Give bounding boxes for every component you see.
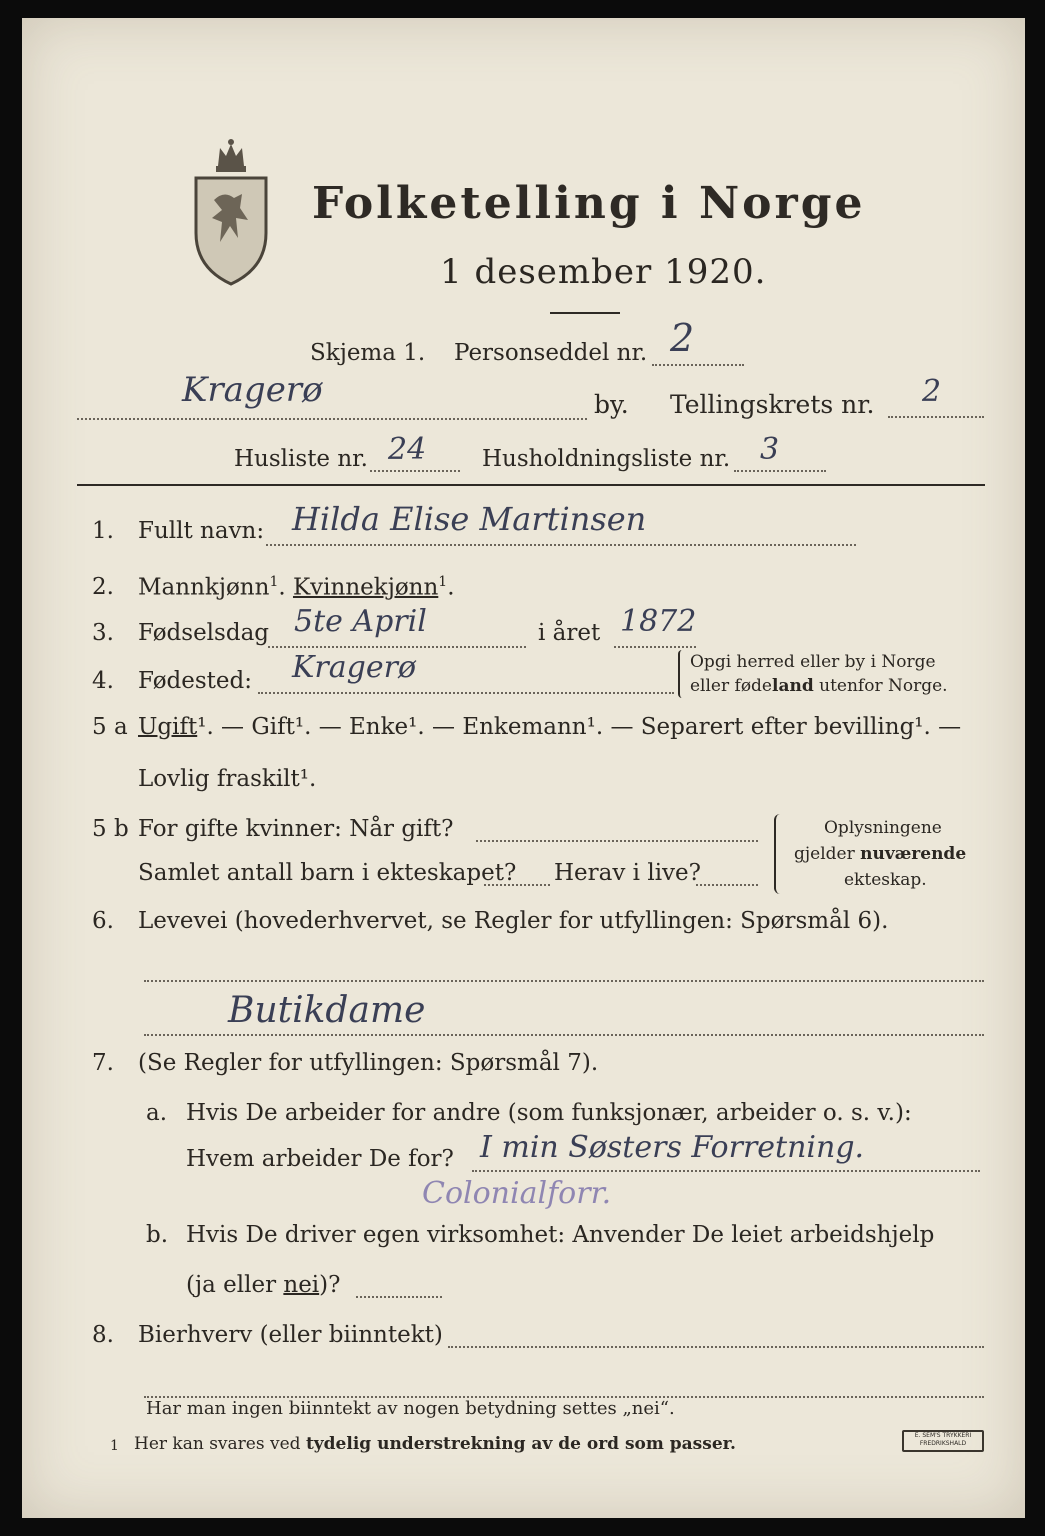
q6-label: Levevei (hovederhvervet, se Regler for utfyllingen: Spørsmål 6). [138, 908, 889, 934]
q5b-note3: ekteskap. [844, 870, 927, 890]
q5a-rest: ¹. — Gift¹. — Enke¹. — Enkemann¹. — Separert efter bevilling¹. — [197, 714, 962, 740]
q8-line1 [448, 1346, 984, 1348]
form-title: Folketelling i Norge [312, 178, 866, 229]
husliste-line [370, 470, 460, 472]
q3-number: 3. [92, 620, 114, 646]
q2-sep: . [278, 574, 286, 601]
ugift-option[interactable]: Ugift [138, 714, 198, 740]
occupation-value[interactable]: Butikdame [228, 990, 426, 1031]
census-date: 1 desember 1920. [440, 252, 767, 292]
printer-stamp [902, 1430, 984, 1452]
q5b-children-line [484, 884, 550, 886]
q5a-number: 5 a [92, 714, 128, 740]
kvinnekjonn-option[interactable]: Kvinnekjønn [292, 574, 439, 601]
q5b-children-label: Samlet antall barn i ekteskapet? [138, 860, 517, 886]
q5b-married-line [476, 840, 758, 842]
husholdningsliste-value[interactable]: 3 [760, 432, 780, 467]
q6-number: 6. [92, 908, 114, 934]
q4-label: Fødested: [138, 668, 253, 694]
q3-label: Fødselsdag [138, 620, 270, 646]
q6-line2 [144, 1034, 984, 1036]
by-label: by. [594, 390, 629, 419]
tellingskrets-value[interactable]: 2 [922, 374, 942, 409]
birth-year-value[interactable]: 1872 [620, 604, 697, 639]
q1-line [266, 544, 856, 546]
q8-number: 8. [92, 1322, 114, 1348]
by-line [77, 418, 587, 420]
q4-note-line2: eller fødeland utenfor Norge. [690, 676, 948, 696]
q2-end: . [447, 574, 455, 601]
footnote-text: Her kan svares ved tydelig understrekning av de ord som passer. [134, 1434, 736, 1454]
q7-label: (Se Regler for utfyllingen: Spørsmål 7). [138, 1050, 599, 1076]
q7a-letter: a. [146, 1100, 168, 1126]
q2-number: 2. [92, 574, 114, 600]
husholdningsliste-label: Husholdningsliste nr. [482, 446, 731, 472]
q5b-note-brace [774, 814, 784, 894]
husliste-label: Husliste nr. [234, 446, 368, 472]
q7a-line1: Hvis De arbeider for andre (som funksjonær, arbeider o. s. v.): [186, 1100, 912, 1126]
nei-option[interactable]: nei [283, 1272, 320, 1298]
q2-options [138, 574, 455, 601]
employer-value[interactable]: I min Søsters Forretning. [480, 1130, 865, 1165]
q7b-line [356, 1296, 442, 1298]
mannkjonn-option[interactable]: Mannkjønn [138, 574, 270, 601]
q4-note-brace [678, 650, 685, 698]
personseddel-value[interactable]: 2 [670, 316, 695, 360]
full-name-value[interactable]: Hilda Elise Martinsen [292, 500, 647, 538]
q4-note-line1: Opgi herred eller by i Norge [690, 652, 936, 672]
skjema-label: Skjema 1. [310, 340, 426, 366]
footnote-number: 1 [110, 1438, 119, 1454]
q6-line1 [144, 980, 984, 982]
q1-number: 1. [92, 518, 114, 544]
q4-number: 4. [92, 668, 114, 694]
q5a-line2[interactable]: Lovlig fraskilt¹. [138, 766, 317, 792]
employer-value-2[interactable]: Colonialforr. [422, 1176, 612, 1211]
norway-coat-of-arms-icon [190, 138, 272, 288]
stamp-line2: FREDRIKSHALD [919, 1440, 967, 1447]
q5a-options [138, 714, 961, 740]
q5b-note1: Oplysningene [824, 818, 942, 838]
personseddel-line [652, 364, 744, 366]
q5b-number: 5 b [92, 816, 129, 842]
q8-label: Bierhverv (eller biinntekt) [138, 1322, 443, 1348]
census-form [22, 18, 1025, 1518]
q3-year-label: i året [538, 620, 601, 646]
personseddel-label: Personseddel nr. [454, 340, 648, 366]
header-rule [77, 484, 985, 486]
husliste-value[interactable]: 24 [388, 432, 427, 467]
q3-year-line [614, 646, 696, 648]
q2-sup-2: 1 [438, 574, 448, 590]
title-divider [550, 312, 620, 314]
tellingskrets-line [888, 416, 984, 418]
husholdningsliste-line [734, 470, 826, 472]
tellingskrets-label: Tellingskrets nr. [670, 390, 875, 419]
q7a-line2: Hvem arbeider De for? [186, 1146, 454, 1172]
q1-label: Fullt navn: [138, 518, 265, 544]
q7-number: 7. [92, 1050, 114, 1076]
q7a-employer-line [472, 1170, 980, 1172]
q7b-letter: b. [146, 1222, 169, 1248]
q2-sup-1: 1 [269, 574, 279, 590]
by-value[interactable]: Kragerø [182, 370, 323, 410]
q5b-note2: gjelder nuværende [794, 844, 967, 864]
birthplace-value[interactable]: Kragerø [292, 650, 416, 685]
q7b-line2: (ja eller nei)? [186, 1272, 341, 1298]
q4-line [258, 692, 674, 694]
q7b-line1: Hvis De driver egen virksomhet: Anvender De leiet arbeidshjelp [186, 1222, 935, 1248]
birth-day-value[interactable]: 5te April [294, 604, 427, 639]
q3-day-line [268, 646, 526, 648]
stamp-line1: E. SEM'S TRYKKERI [914, 1432, 972, 1439]
q5b-line1: For gifte kvinner: Når gift? [138, 816, 454, 842]
q5b-alive-label: Herav i live? [554, 860, 701, 886]
biinntekt-note: Har man ingen biinntekt av nogen betydning settes „nei“. [146, 1398, 675, 1419]
q5b-alive-line [696, 884, 758, 886]
